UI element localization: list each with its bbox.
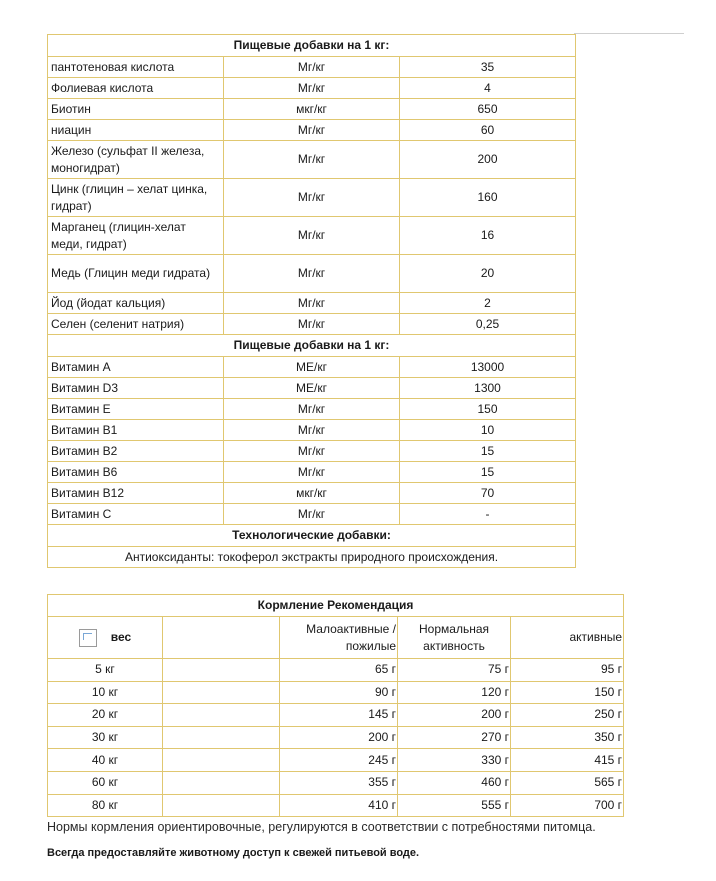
ingredient-value: 0,25 bbox=[400, 314, 576, 335]
ingredient-value: 13000 bbox=[400, 357, 576, 378]
feeding-weight: 40 кг bbox=[48, 749, 163, 772]
composition-row bbox=[48, 462, 576, 483]
feeding-normal-amount: 555 г bbox=[398, 794, 511, 817]
ingredient-unit: мкг/кг bbox=[224, 483, 400, 504]
ingredient-value: 20 bbox=[400, 255, 576, 293]
feeding-active-amount: 95 г bbox=[511, 659, 624, 682]
water-access-note: Всегда предоставляйте животному доступ к свежей питьевой воде. bbox=[47, 847, 420, 859]
feeding-active-amount: 350 г bbox=[511, 726, 624, 749]
composition-row bbox=[48, 255, 576, 293]
weight-header: вес bbox=[110, 629, 132, 644]
section-header-technological bbox=[48, 525, 576, 547]
normal-activity-header-line2: активность bbox=[423, 638, 485, 653]
feeding-weight: 5 кг bbox=[48, 659, 163, 682]
ingredient-name: ниацин bbox=[48, 120, 224, 141]
ingredient-name: Витамин А bbox=[48, 357, 224, 378]
feeding-normal-amount: 270 г bbox=[398, 726, 511, 749]
composition-row bbox=[48, 120, 576, 141]
ingredient-value: 650 bbox=[400, 99, 576, 120]
feeding-normal-amount: 75 г bbox=[398, 659, 511, 682]
ingredient-name: Фолиевая кислота bbox=[48, 78, 224, 99]
normal-activity-header-line1: Нормальная bbox=[419, 621, 489, 636]
ingredient-value: 16 bbox=[400, 217, 576, 255]
ingredient-value: 200 bbox=[400, 141, 576, 179]
active-header: активные bbox=[511, 617, 624, 659]
ingredient-unit: Мг/кг bbox=[224, 399, 400, 420]
feeding-low-amount: 90 г bbox=[280, 681, 398, 704]
ingredient-unit: Мг/кг bbox=[224, 217, 400, 255]
feeding-norms-note: Нормы кормления ориентировочные, регулируются в соответствии с потребностями питомца. bbox=[47, 820, 596, 834]
ingredient-unit: мкг/кг bbox=[224, 99, 400, 120]
ingredient-unit: МЕ/кг bbox=[224, 357, 400, 378]
section-header-supplements bbox=[48, 35, 576, 57]
ingredient-value: 150 bbox=[400, 399, 576, 420]
empty-header-cell bbox=[163, 617, 280, 659]
normal-activity-header bbox=[398, 617, 511, 659]
composition-row bbox=[48, 378, 576, 399]
top-divider-line bbox=[574, 33, 684, 34]
composition-row bbox=[48, 441, 576, 462]
ingredient-value: 1300 bbox=[400, 378, 576, 399]
feeding-active-amount: 415 г bbox=[511, 749, 624, 772]
ingredient-unit: Мг/кг bbox=[224, 293, 400, 314]
ingredient-unit: Мг/кг bbox=[224, 120, 400, 141]
feeding-row bbox=[48, 726, 624, 749]
ingredient-name: Витамин D3 bbox=[48, 378, 224, 399]
ingredient-unit: Мг/кг bbox=[224, 420, 400, 441]
feeding-row bbox=[48, 749, 624, 772]
ingredient-unit: Мг/кг bbox=[224, 441, 400, 462]
composition-row bbox=[48, 504, 576, 525]
ingredient-name: Марганец (глицин-хелат меди, гидрат) bbox=[48, 217, 224, 255]
feeding-normal-amount: 460 г bbox=[398, 771, 511, 794]
composition-row bbox=[48, 420, 576, 441]
composition-row bbox=[48, 179, 576, 217]
ingredient-unit: Мг/кг bbox=[224, 255, 400, 293]
feeding-empty-cell bbox=[163, 726, 280, 749]
feeding-low-amount: 355 г bbox=[280, 771, 398, 794]
feeding-row bbox=[48, 659, 624, 682]
feeding-normal-amount: 200 г bbox=[398, 704, 511, 727]
composition-row bbox=[48, 99, 576, 120]
ingredient-name: Витамин В1 bbox=[48, 420, 224, 441]
ingredient-name: Витамин В12 bbox=[48, 483, 224, 504]
ingredient-value: 2 bbox=[400, 293, 576, 314]
feeding-low-amount: 410 г bbox=[280, 794, 398, 817]
ingredient-name: Цинк (глицин – хелат цинка, гидрат) bbox=[48, 179, 224, 217]
feeding-title: Кормление Рекомендация bbox=[48, 595, 624, 617]
ingredient-value: 15 bbox=[400, 441, 576, 462]
feeding-empty-cell bbox=[163, 749, 280, 772]
low-activity-header-line1: Малоактивные / bbox=[306, 621, 396, 636]
feeding-weight: 10 кг bbox=[48, 681, 163, 704]
feeding-empty-cell bbox=[163, 659, 280, 682]
composition-row bbox=[48, 141, 576, 179]
composition-row bbox=[48, 78, 576, 99]
feeding-row bbox=[48, 681, 624, 704]
feeding-empty-cell bbox=[163, 681, 280, 704]
feeding-active-amount: 700 г bbox=[511, 794, 624, 817]
section-header-vitamins bbox=[48, 335, 576, 357]
ingredient-value: 4 bbox=[400, 78, 576, 99]
ingredient-unit: Мг/кг bbox=[224, 57, 400, 78]
ingredient-name: Витамин С bbox=[48, 504, 224, 525]
feeding-title-row bbox=[48, 595, 624, 617]
feeding-weight: 30 кг bbox=[48, 726, 163, 749]
feeding-low-amount: 145 г bbox=[280, 704, 398, 727]
feeding-weight: 60 кг bbox=[48, 771, 163, 794]
feeding-weight: 80 кг bbox=[48, 794, 163, 817]
feeding-header-row bbox=[48, 617, 624, 659]
ingredient-name: Витамин Е bbox=[48, 399, 224, 420]
broken-image-icon bbox=[79, 629, 97, 647]
ingredient-unit: Мг/кг bbox=[224, 314, 400, 335]
composition-row bbox=[48, 357, 576, 378]
low-activity-header-line2: пожилые bbox=[345, 638, 396, 653]
ingredient-value: - bbox=[400, 504, 576, 525]
weight-header-cell bbox=[48, 617, 163, 659]
ingredient-name: Йод (йодат кальция) bbox=[48, 293, 224, 314]
ingredient-name: Витамин В2 bbox=[48, 441, 224, 462]
section-title: Пищевые добавки на 1 кг: bbox=[48, 35, 576, 57]
feeding-empty-cell bbox=[163, 771, 280, 794]
composition-row bbox=[48, 217, 576, 255]
feeding-low-amount: 245 г bbox=[280, 749, 398, 772]
ingredient-name: пантотеновая кислота bbox=[48, 57, 224, 78]
feeding-row bbox=[48, 794, 624, 817]
section-title: Технологические добавки: bbox=[48, 525, 576, 547]
ingredient-unit: Мг/кг bbox=[224, 179, 400, 217]
ingredient-name: Селен (селенит натрия) bbox=[48, 314, 224, 335]
ingredient-value: 160 bbox=[400, 179, 576, 217]
section-title: Пищевые добавки на 1 кг: bbox=[48, 335, 576, 357]
feeding-active-amount: 150 г bbox=[511, 681, 624, 704]
ingredient-name: Биотин bbox=[48, 99, 224, 120]
technological-row bbox=[48, 547, 576, 568]
feeding-row bbox=[48, 704, 624, 727]
feeding-normal-amount: 120 г bbox=[398, 681, 511, 704]
ingredient-unit: Мг/кг bbox=[224, 141, 400, 179]
composition-row bbox=[48, 293, 576, 314]
technological-text: Антиоксиданты: токоферол экстракты природного происхождения. bbox=[48, 547, 576, 568]
composition-row bbox=[48, 314, 576, 335]
ingredient-name: Железо (сульфат II железа, моногидрат) bbox=[48, 141, 224, 179]
feeding-empty-cell bbox=[163, 704, 280, 727]
feeding-normal-amount: 330 г bbox=[398, 749, 511, 772]
ingredient-unit: МЕ/кг bbox=[224, 378, 400, 399]
feeding-weight: 20 кг bbox=[48, 704, 163, 727]
ingredient-name: Витамин В6 bbox=[48, 462, 224, 483]
ingredient-value: 15 bbox=[400, 462, 576, 483]
feeding-empty-cell bbox=[163, 794, 280, 817]
composition-table bbox=[47, 34, 576, 568]
feeding-active-amount: 250 г bbox=[511, 704, 624, 727]
feeding-row bbox=[48, 771, 624, 794]
feeding-low-amount: 65 г bbox=[280, 659, 398, 682]
composition-row bbox=[48, 57, 576, 78]
ingredient-value: 10 bbox=[400, 420, 576, 441]
ingredient-value: 60 bbox=[400, 120, 576, 141]
ingredient-unit: Мг/кг bbox=[224, 78, 400, 99]
ingredient-unit: Мг/кг bbox=[224, 462, 400, 483]
low-activity-header bbox=[280, 617, 398, 659]
composition-row bbox=[48, 399, 576, 420]
ingredient-unit: Мг/кг bbox=[224, 504, 400, 525]
ingredient-value: 70 bbox=[400, 483, 576, 504]
composition-row bbox=[48, 483, 576, 504]
ingredient-name: Медь (Глицин меди гидрата) bbox=[48, 255, 224, 293]
feeding-active-amount: 565 г bbox=[511, 771, 624, 794]
feeding-table bbox=[47, 594, 624, 817]
feeding-low-amount: 200 г bbox=[280, 726, 398, 749]
ingredient-value: 35 bbox=[400, 57, 576, 78]
